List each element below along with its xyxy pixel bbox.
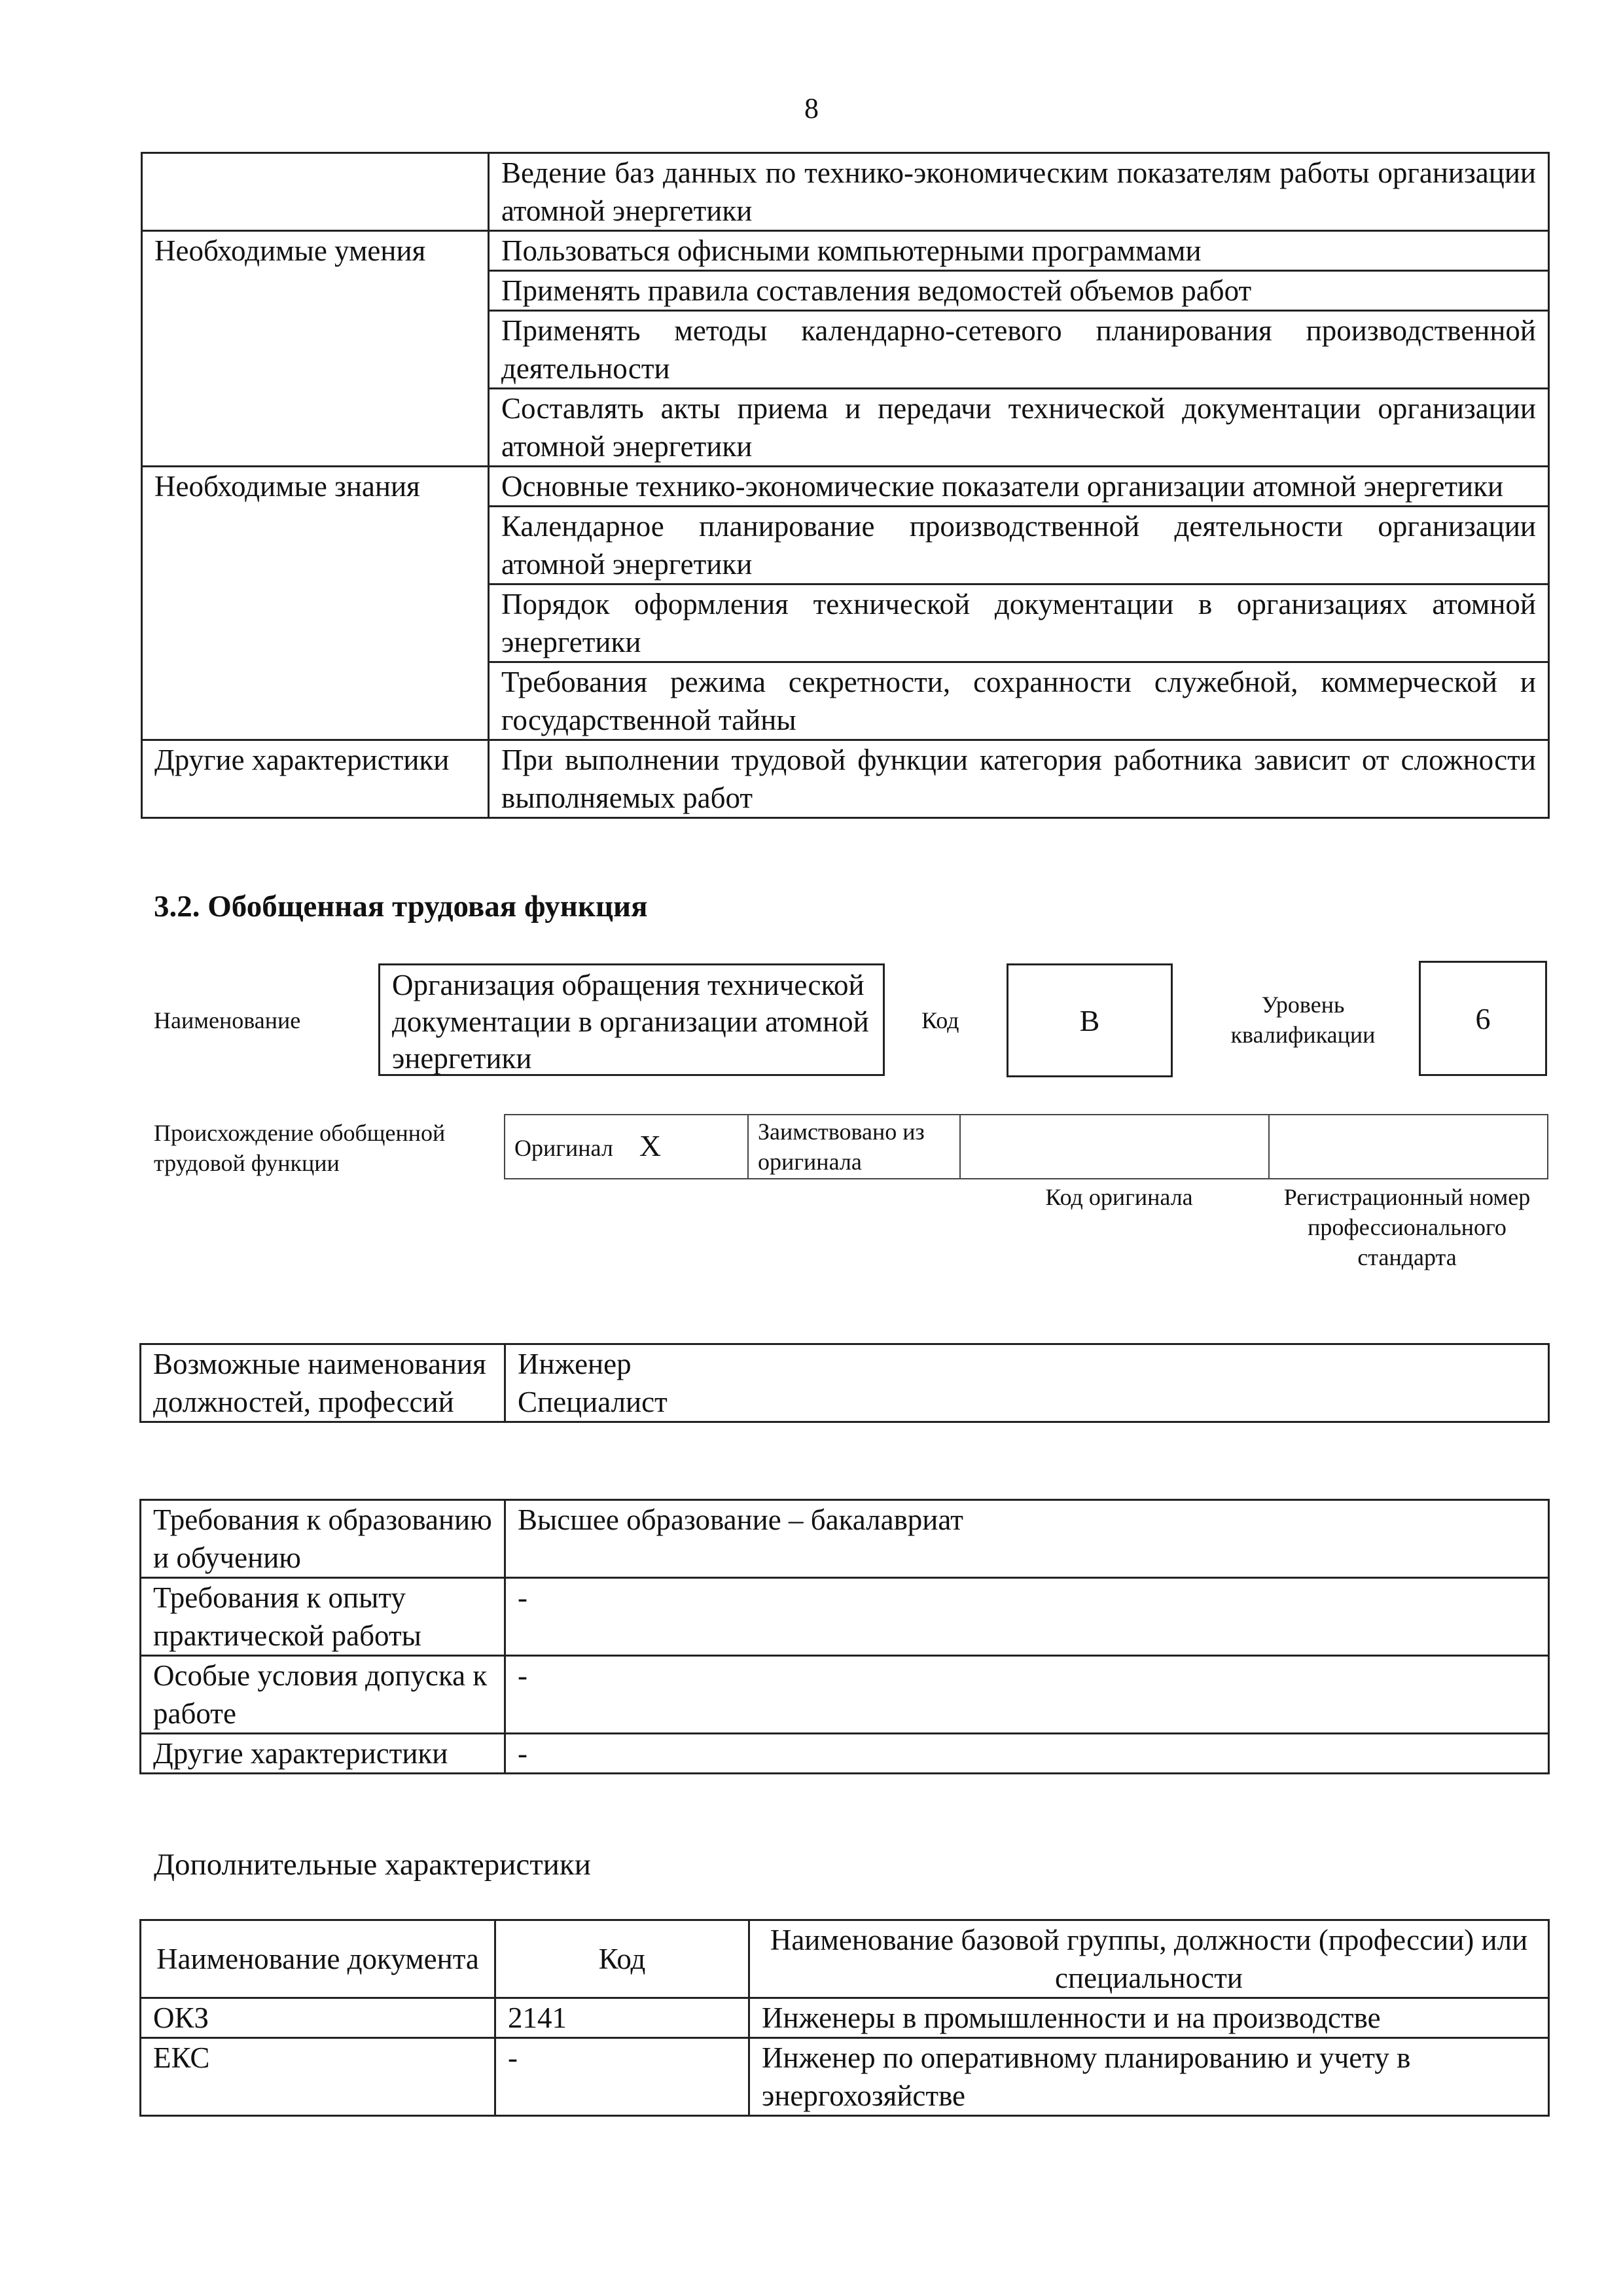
function-name-box: Организация обращения технической документации в организации атомной энергетики [378,963,885,1076]
original-label: Оригинал [514,1134,613,1161]
table-row [142,467,1549,507]
row-label-skills: Необходимые умения [142,231,489,467]
requirement-value: - [505,1656,1549,1734]
group-cell: Инженеры в промышленности и на производстве [749,1998,1549,2038]
requirement-label: Особые условия допуска к работе [141,1656,505,1734]
table-row [141,1734,1549,1774]
requirement-value: Высшее образование – бакалавриат [505,1500,1549,1578]
extra-characteristics-table [139,1919,1550,2117]
row-item: Требования режима секретности, сохранности служебной, коммерческой и государственной тайны [489,662,1549,740]
table-row [141,1344,1549,1422]
requirement-label: Требования к образованию и обучению [141,1500,505,1578]
original-mark: X [639,1128,662,1162]
requirement-value: - [505,1734,1549,1774]
doc-cell: ОКЗ [141,1998,495,2038]
table-row [142,153,1549,231]
qualification-level-label: Уровень квалификации [1230,992,1376,1048]
row-label [142,153,489,231]
doc-cell: ЕКС [141,2038,495,2116]
table-row [141,1578,1549,1656]
section-heading: 3.2. Обобщенная трудовая функция [154,889,648,924]
row-item: Основные технико-экономические показатели организации атомной энергетики [489,467,1549,507]
borrowed-label: Заимствовано из оригинала [748,1115,960,1179]
row-item: Календарное планирование производственной деятельности организации атомной энергетики [489,507,1549,584]
table-row [142,231,1549,271]
original-code-label: Код оригинала [1045,1184,1193,1210]
positions-table [139,1343,1550,1423]
row-label-knowledge: Необходимые знания [142,467,489,740]
row-item: При выполнении трудовой функции категория работника зависит от сложности выполняемых работ [489,740,1549,818]
origin-label: Происхождение обобщенной трудовой функции [154,1120,446,1176]
table-row [142,740,1549,818]
qualification-level-box: 6 [1419,961,1547,1076]
origin-table [504,1114,1548,1179]
row-item: Пользоваться офисными компьютерными программами [489,231,1549,271]
row-label-other: Другие характеристики [142,740,489,818]
name-label: Наименование [154,1007,301,1033]
registration-number-label: Регистрационный номер профессионального стандарта [1283,1184,1531,1270]
table-row [141,1656,1549,1734]
requirement-label: Другие характеристики [141,1734,505,1774]
table-header-row [141,1920,1549,1998]
header-group: Наименование базовой группы, должности (профессии) или специальности [749,1920,1549,1998]
positions-value: Инженер Специалист [505,1344,1549,1422]
row-item: Применять методы календарно-сетевого планирования производственной деятельности [489,311,1549,389]
header-document: Наименование документа [141,1920,495,1998]
requirements-table [139,1499,1550,1774]
extra-characteristics-heading: Дополнительные характеристики [154,1848,591,1882]
positions-label: Возможные наименования должностей, профессий [141,1344,505,1422]
row-item: Составлять акты приема и передачи технической документации организации атомной энергетики [489,389,1549,467]
code-label: Код [921,1007,959,1033]
requirement-label: Требования к опыту практической работы [141,1578,505,1656]
code-box: B [1007,963,1173,1077]
code-cell: - [495,2038,749,2116]
row-item: Порядок оформления технической документации в организациях атомной энергетики [489,584,1549,662]
table-row [141,1500,1549,1578]
original-code-cell [960,1115,1269,1179]
requirement-value: - [505,1578,1549,1656]
origin-original-cell [505,1115,748,1179]
table-row [141,1998,1549,2038]
page-number: 8 [804,92,819,124]
table-row [505,1115,1548,1179]
skills-knowledge-table [141,152,1550,819]
row-item: Ведение баз данных по технико-экономическим показателям работы организации атомной энергетики [489,153,1549,231]
row-item: Применять правила составления ведомостей объемов работ [489,271,1549,311]
registration-number-cell [1269,1115,1548,1179]
header-code: Код [495,1920,749,1998]
table-row [141,2038,1549,2116]
code-cell: 2141 [495,1998,749,2038]
group-cell: Инженер по оперативному планированию и учету в энергохозяйстве [749,2038,1549,2116]
